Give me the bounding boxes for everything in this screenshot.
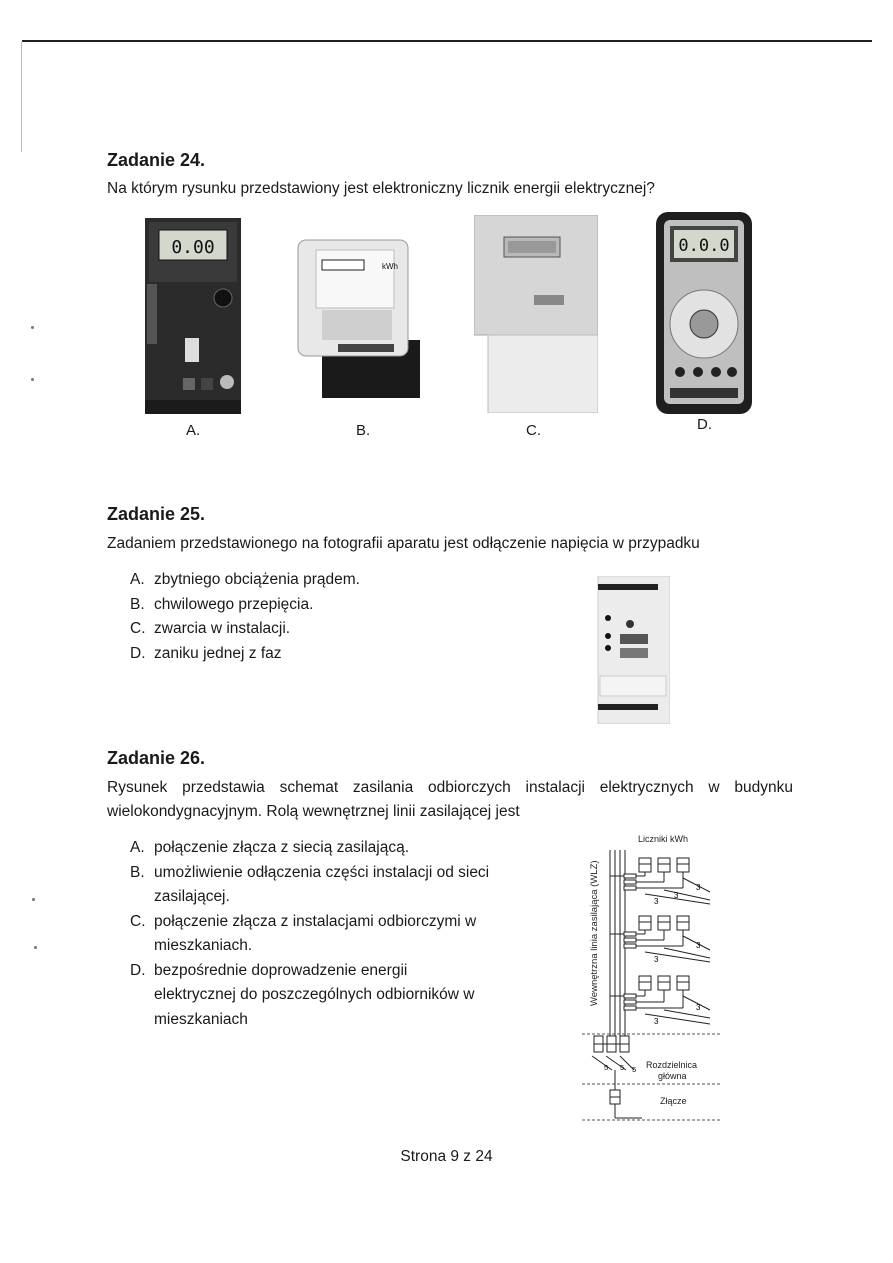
image-relay-device: [592, 576, 670, 724]
num3: 3: [654, 955, 659, 964]
label-c: C.: [526, 422, 541, 439]
task24-question: Na którym rysunku przedstawiony jest elektroniczny licznik energii elektrycznej?: [107, 180, 655, 197]
option-d: D. bezpośrednie doprowadzenie energii elektrycznej do poszczególnych odbiorników w mieszkaniach: [130, 961, 475, 1028]
image-d-multimeter: [656, 212, 752, 414]
main-board-label-2: główna: [658, 1071, 687, 1081]
num5: 5: [620, 1063, 625, 1072]
scan-speck: [31, 378, 34, 381]
wlz-label: Wewnętrzna linia zasilająca (WLZ): [589, 860, 600, 1006]
task26-question-line2: wielokondygnacyjnym. Rolą wewnętrznej linii zasilającej jest: [107, 803, 520, 820]
num3: 3: [696, 941, 701, 950]
num3: 3: [654, 1017, 659, 1026]
task24-heading: Zadanie 24.: [107, 150, 206, 170]
task26-options: [130, 836, 492, 1032]
task25-options: [130, 568, 510, 666]
scan-speck: [32, 898, 35, 901]
num3: 3: [674, 891, 679, 900]
task26-heading: Zadanie 26.: [107, 748, 206, 768]
option-b: B. chwilowego przepięcia.: [130, 595, 314, 613]
meters-label: Liczniki kWh: [638, 834, 689, 844]
option-d: D. zaniku jednej z faz: [130, 644, 282, 662]
label-a: A.: [186, 422, 201, 439]
image-c-electronic-meter: [474, 215, 598, 413]
num5: 5: [632, 1065, 637, 1074]
num3: 3: [654, 897, 659, 906]
task26-question-line1: Rysunek przedstawia schemat zasilania odbiorczych instalacji elektrycznych w budynku: [107, 779, 793, 796]
supply-diagram: [582, 828, 722, 1126]
main-board-label: Rozdzielnica: [646, 1060, 698, 1070]
num3: 3: [696, 883, 701, 892]
option-b: B. umożliwienie odłączenia części instalacji od sieci zasilającej.: [130, 863, 490, 905]
image-b-induction-meter: [292, 236, 422, 398]
scan-speck: [31, 326, 34, 329]
display-a: 0.00: [171, 237, 215, 258]
option-c: C. zwarcia w instalacji.: [130, 620, 291, 637]
num3: 3: [696, 1003, 701, 1012]
image-a-tester: [145, 218, 241, 414]
label-d: D.: [697, 416, 712, 433]
left-edge: [21, 42, 22, 152]
scan-speck: [34, 946, 37, 949]
option-a: A. zbytniego obciążenia prądem.: [130, 571, 360, 588]
connector-label: Złącze: [660, 1096, 687, 1106]
task25-question: Zadaniem przedstawionego na fotografii aparatu jest odłączenie napięcia w przypadku: [107, 535, 700, 552]
option-c: C. połączenie złącza z instalacjami odbiorczymi w mieszkaniach.: [130, 912, 477, 954]
label-b: B.: [356, 422, 371, 439]
option-a: A. połączenie złącza z siecią zasilającą.: [130, 839, 410, 856]
task25-heading: Zadanie 25.: [107, 504, 206, 524]
display-d: 0.0.0: [678, 236, 730, 256]
top-rule: [22, 40, 872, 42]
display-b: kWh: [382, 262, 398, 271]
num5: 5: [604, 1063, 609, 1072]
page-footer: Strona 9 z 24: [400, 1148, 493, 1165]
